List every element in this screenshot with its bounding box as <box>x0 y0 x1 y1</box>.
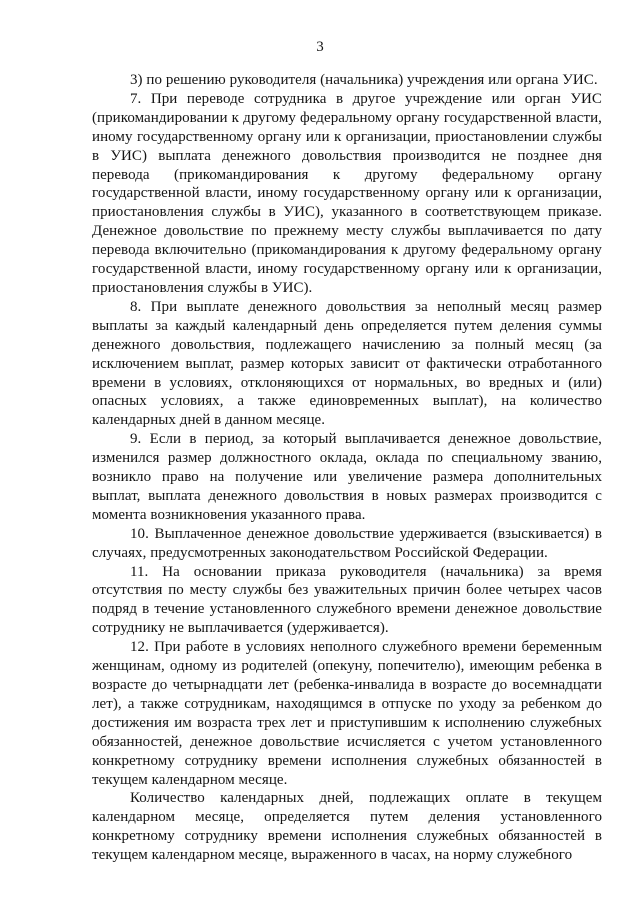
paragraph-12-continuation: Количество календарных дней, подлежащих оплате в текущем календарном месяце, определяется путем деления установленного конкретному сотруднику времени исполнения служебных обязанностей в текущем календарном месяце, выраженного в часах, на норму служебного <box>92 790 602 864</box>
paragraph-7: 7. При переводе сотрудника в другое учреждение или орган УИС (прикомандировании к другому федеральному органу государственной власти, иному государственному органу или к организации, приостановлении службы в УИС) выплата денежного довольствия производится не позднее дня перевода (прикомандирования к другому федеральному органу государственной власти, иному государственному органу или к организации, приостановления службы в УИС), указанного в соответствующем приказе. Денежное довольствие по прежнему месту службы выплачивается по дату перевода включительно (прикомандирования к другому федеральному органу государственной власти, иному государственному органу или к организации, приостановления службы в УИС). <box>92 90 602 296</box>
paragraph-9: 9. Если в период, за который выплачивается денежное довольствие, изменился размер должностного оклада, оклада по специальному званию, возникло право на получение или увеличение размера дополнительных выплат, выплата денежного довольствия в новых размерах производится с момента возникновения указанного права. <box>92 431 602 523</box>
paragraph-12: 12. При работе в условиях неполного служебного времени беременным женщинам, одному из родителей (опекуну, попечителю), имеющим ребенка в возрасте до четырнадцати лет (ребенка-инвалида в возрасте до восемнадцати лет), а также сотрудникам, находящимся в отпуске по уходу за ребенком до достижения им возраста трех лет и приступившим к исполнению служебных обязанностей, денежное довольствие исчисляется с учетом установленного конкретному сотруднику времени исполнения служебных обязанностей в текущем календарном месяце. <box>92 639 602 788</box>
paragraph-8: 8. При выплате денежного довольствия за неполный месяц размер выплаты за каждый календарный день определяется путем деления суммы денежного довольствия, подлежащего начислению за полный месяц (за исключением выплат, размер которых зависит от фактически отработанного времени в условиях, отклоняющихся от нормальных, во вредных и (или) опасных условиях, а также единовременных выплат), на количество календарных дней в данном месяце. <box>92 298 602 429</box>
paragraph-11: 11. На основании приказа руководителя (начальника) за время отсутствия по месту службы без уважительных причин более четырех часов подряд в течение установленного служебного времени денежное довольствие сотруднику не выплачивается (удерживается). <box>92 563 602 637</box>
document-body <box>92 71 602 865</box>
paragraph-item-3: 3) по решению руководителя (начальника) учреждения или органа УИС. <box>130 72 598 88</box>
page-number: 3 <box>316 39 324 55</box>
paragraph-10: 10. Выплаченное денежное довольствие удерживается (взыскивается) в случаях, предусмотренных законодательством Российской Федерации. <box>92 525 602 561</box>
